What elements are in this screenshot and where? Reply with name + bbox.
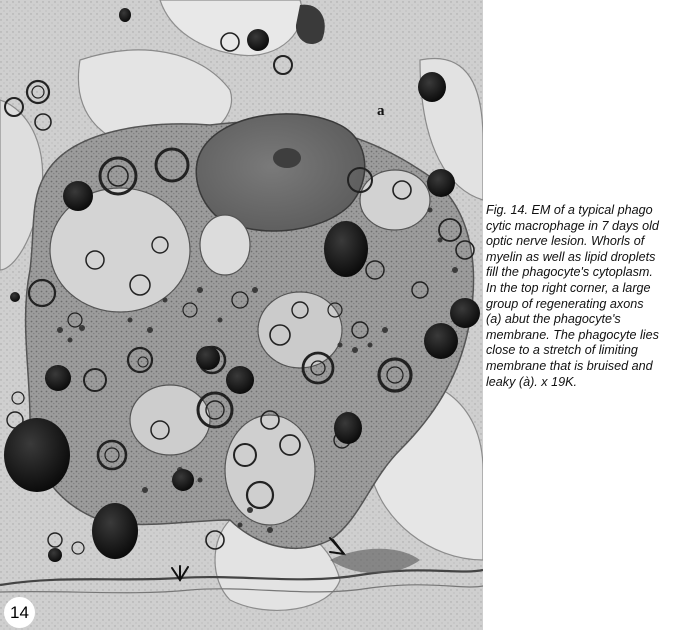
caption-line: cytic macrophage in 7 days old — [486, 218, 659, 233]
region-label-a: a — [377, 103, 385, 119]
caption-line: Fig. 14. EM of a typical phago — [486, 203, 653, 217]
caption-line: leaky (à). x 19K. — [486, 374, 577, 389]
figure-number-badge: 14 — [4, 597, 35, 628]
caption-line: membrane that is bruised and — [486, 358, 653, 373]
figure-caption — [486, 203, 682, 390]
caption-line: In the top right corner, a large — [486, 280, 651, 295]
caption-line: group of regenerating axons — [486, 296, 644, 311]
caption-line: fill the phagocyte's cytoplasm. — [486, 265, 653, 280]
caption-line: (a) abut the phagocyte's — [486, 312, 621, 327]
caption-line: optic nerve lesion. Whorls of — [486, 234, 645, 249]
caption-line: membrane. The phagocyte lies — [486, 327, 659, 342]
caption-line: myelin as well as lipid droplets — [486, 249, 656, 264]
caption-line: close to a stretch of limiting — [486, 343, 638, 358]
